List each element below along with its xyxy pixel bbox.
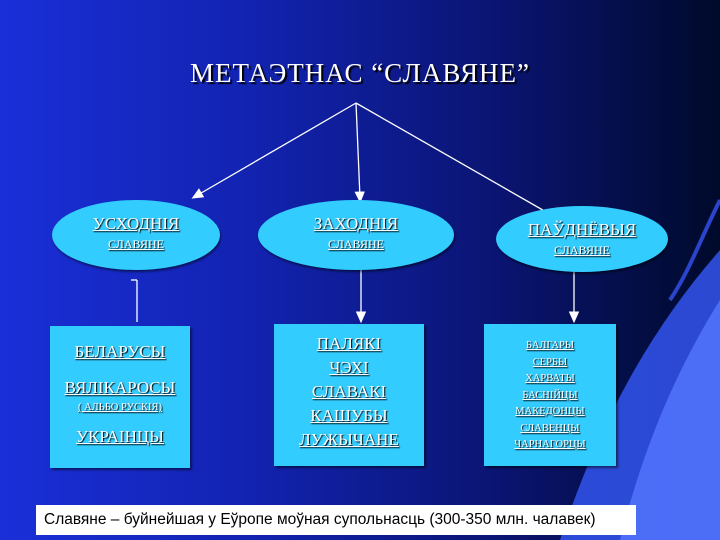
member-item: БЕЛАРУСЫ (74, 342, 166, 361)
member-item: БАЛГАРЫ (525, 340, 575, 351)
group-name-west: ЗАХОДНІЯ (313, 214, 399, 233)
member-item: ЧЭХІ (329, 358, 369, 377)
members-box-south (484, 324, 616, 466)
group-oval-south (496, 206, 668, 272)
member-item: ХАРВАТЫ (525, 373, 575, 384)
group-name-south: ПАЎДНЁВЫЯ (527, 220, 637, 239)
member-item: ПАЛЯКІ (316, 334, 382, 353)
group-sub-south: СЛАВЯНЕ (554, 243, 610, 257)
member-item: СЛАВАКІ (311, 382, 387, 401)
member-item: БАСНІЙЦЫ (522, 389, 578, 401)
member-item: МАКЕДОНЦЫ (515, 406, 585, 417)
members-box-east (50, 326, 190, 468)
group-name-east: УСХОДНІЯ (92, 214, 180, 233)
group-oval-east (52, 200, 220, 270)
group-sub-east: СЛАВЯНЕ (108, 237, 164, 251)
member-item: СЕРБЫ (532, 356, 568, 368)
member-item-note: ( АЛЬБО РУСКІЯ) (77, 402, 163, 413)
member-item: СЛАВЕНЦЫ (520, 422, 580, 434)
footer-caption: Славяне – буйнейшая у Еўропе моўная супольнасць (300-350 млн. чалавек) (36, 505, 636, 535)
member-item: ВЯЛІКАРОСЫ (64, 378, 176, 397)
member-item: УКРАІНЦЫ (76, 427, 164, 446)
member-item: ЧАРНАГОРЦЫ (514, 439, 586, 450)
member-item: ЛУЖЫЧАНЕ (299, 430, 399, 449)
group-oval-west (258, 200, 454, 270)
slide-title: МЕТАЭТНАС “СЛАВЯНЕ” (190, 58, 530, 88)
group-sub-west: СЛАВЯНЕ (328, 237, 384, 251)
members-box-west (274, 324, 424, 466)
member-item: КАШУБЫ (310, 406, 388, 425)
